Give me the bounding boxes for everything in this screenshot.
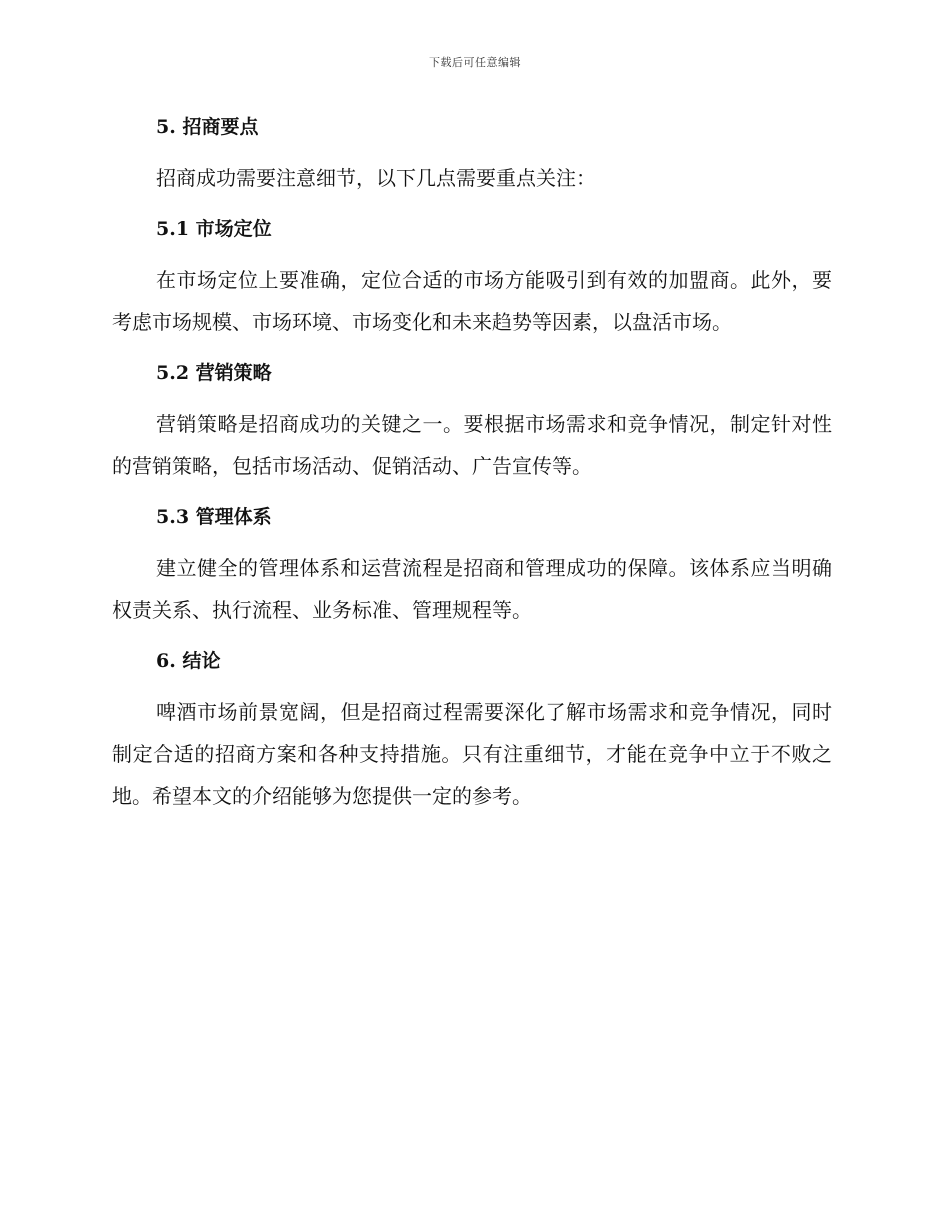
section-heading-5-3: 5.3 管理体系 <box>156 506 272 528</box>
document-body <box>112 108 832 817</box>
section-paragraph-5-3: 建立健全的管理体系和运营流程是招商和管理成功的保障。该体系应当明确权责关系、执行流程、业务标准、管理规程等。 <box>112 556 832 622</box>
section-paragraph-5-1: 在市场定位上要准确，定位合适的市场方能吸引到有效的加盟商。此外，要考虑市场规模、市场环境、市场变化和未来趋势等因素，以盘活市场。 <box>112 268 832 334</box>
section-heading-5: 5. 招商要点 <box>156 116 259 138</box>
section-heading-6: 6. 结论 <box>156 650 221 672</box>
section-paragraph-5: 招商成功需要注意细节，以下几点需要重点关注： <box>156 166 596 190</box>
section-paragraph-5-2: 营销策略是招商成功的关键之一。要根据市场需求和竞争情况，制定针对性的营销策略，包括市场活动、促销活动、广告宣传等。 <box>112 412 832 478</box>
section-heading-5-1: 5.1 市场定位 <box>156 218 272 240</box>
section-heading-5-2: 5.2 营销策略 <box>156 362 272 384</box>
section-paragraph-6: 啤酒市场前景宽阔，但是招商过程需要深化了解市场需求和竞争情况，同时制定合适的招商方案和各种支持措施。只有注重细节，才能在竞争中立于不败之地。希望本文的介绍能够为您提供一定的参考。 <box>112 700 832 808</box>
header-note: 下载后可任意编辑 <box>429 56 521 69</box>
